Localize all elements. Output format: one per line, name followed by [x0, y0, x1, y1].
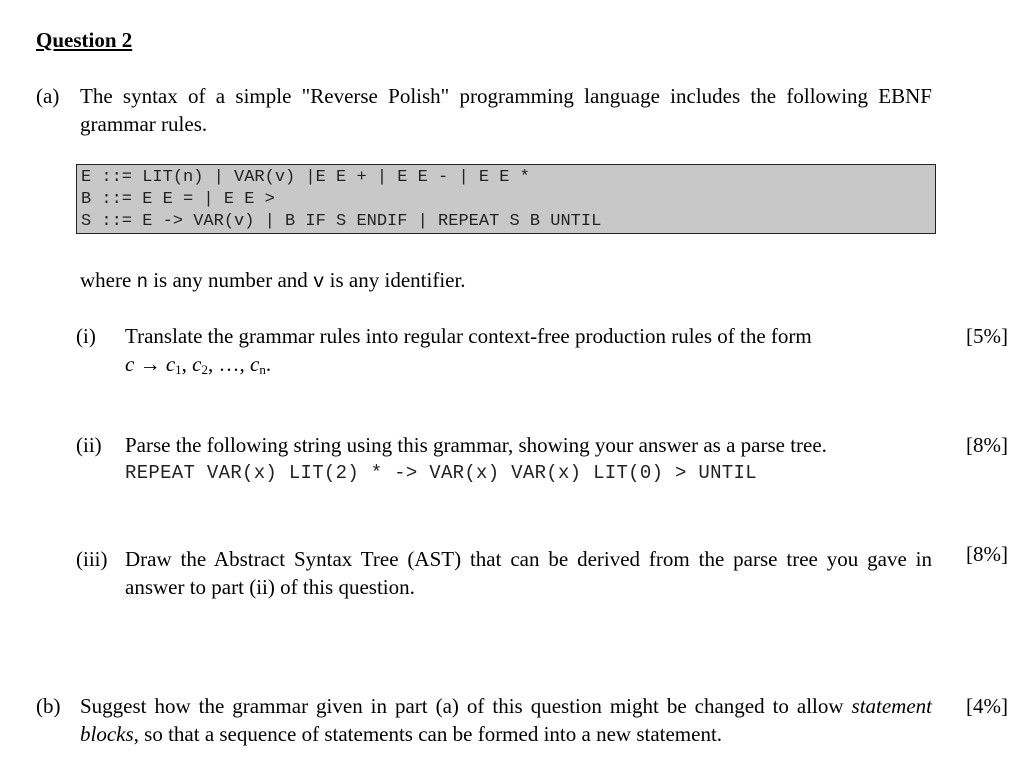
where-mid: is any number and — [147, 268, 314, 292]
formula-c: c — [125, 352, 135, 376]
where-n: n — [136, 271, 148, 293]
part-b-text-em: statement blocks — [80, 694, 932, 746]
part-a-label: (a) — [36, 84, 60, 108]
part-a-intro: The syntax of a simple "Reverse Polish" programming language includes the following EBNF grammar rules. — [80, 84, 932, 136]
where-post: is any identifier. — [324, 268, 466, 292]
subpart-i-mark: [5%] — [966, 324, 1008, 348]
formula-subn: n — [259, 362, 266, 377]
subpart-iii-label: (iii) — [76, 547, 108, 571]
subpart-ii-code: REPEAT VAR(x) LIT(2) * -> VAR(x) VAR(x) LIT(0) > UNTIL — [125, 462, 757, 484]
formula-sep1: , — [181, 352, 193, 376]
subpart-i-formula — [125, 350, 271, 378]
formula-arrow: → — [134, 352, 166, 376]
subpart-ii-mark: [8%] — [966, 433, 1008, 457]
formula-sub2: 2 — [201, 362, 208, 377]
subpart-ii-text: Parse the following string using this grammar, showing your answer as a parse tree. — [125, 433, 827, 457]
grammar-rule-b: B ::= E E = | E E > — [81, 190, 275, 209]
part-b-text-post: , so that a sequence of statements can be formed into a new statement. — [133, 722, 723, 746]
where-v: v — [313, 271, 325, 293]
part-b-text — [80, 692, 932, 748]
where-pre: where — [80, 268, 137, 292]
subpart-iii-text: Draw the Abstract Syntax Tree (AST) that can be derived from the parse tree you gave in answer to part (ii) of this question. — [125, 547, 932, 599]
question-title: Question 2 — [36, 28, 133, 52]
part-b-label: (b) — [36, 694, 61, 718]
formula-c2: c — [192, 352, 202, 376]
grammar-rules-box — [76, 164, 936, 234]
subpart-ii-label: (ii) — [76, 433, 102, 457]
formula-sub1: 1 — [175, 362, 182, 377]
subpart-i-label: (i) — [76, 324, 96, 348]
grammar-rule-e: E ::= LIT(n) | VAR(v) |E E + | E E - | E E * — [81, 168, 530, 187]
part-b-mark: [4%] — [966, 694, 1008, 718]
formula-ellipsis: , …, — [207, 352, 250, 376]
subpart-i-text: Translate the grammar rules into regular context-free production rules of the form — [125, 324, 812, 348]
formula-c1: c — [165, 352, 176, 376]
formula-cn: c — [249, 352, 260, 376]
grammar-rule-s: S ::= E -> VAR(v) | B IF S ENDIF | REPEAT S B UNTIL — [81, 212, 602, 231]
part-b-text-pre: Suggest how the grammar given in part (a) of this question might be changed to allow — [80, 694, 852, 718]
where-clause — [80, 266, 466, 296]
subpart-iii-mark: [8%] — [966, 542, 1008, 566]
formula-end: . — [265, 352, 272, 376]
